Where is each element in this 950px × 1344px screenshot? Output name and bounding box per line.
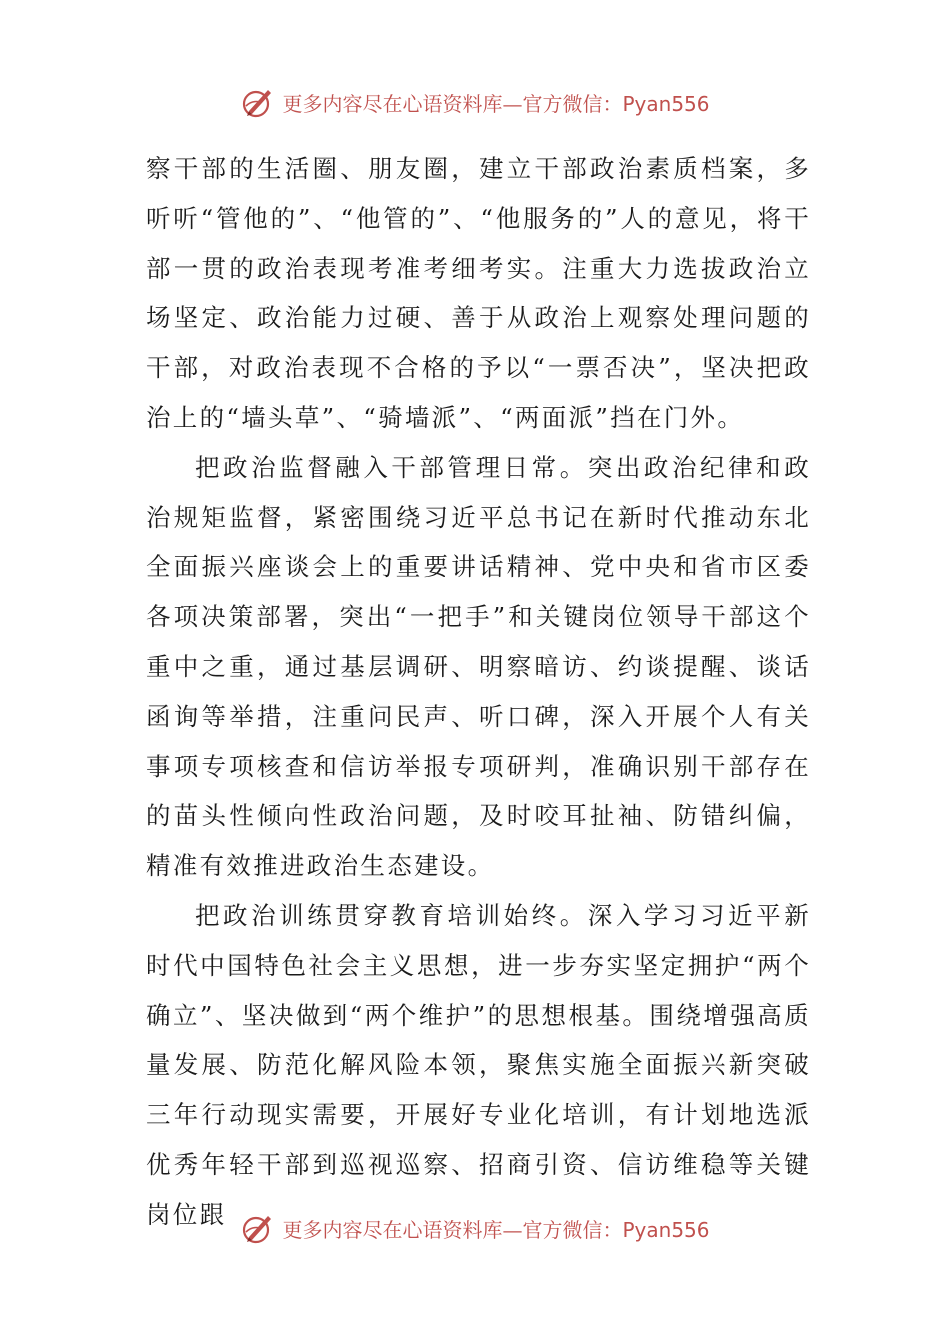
paragraph-2: 把政治监督融入干部管理日常。突出政治纪律和政治规矩监督，紧密围绕习近平总书记在新时代推动东北全面振兴座谈会上的重要讲话精神、党中央和省市区委各项决策部署，突出“一把手”和关键岗位领导干部这个重中之重，通过基层调研、明察暗访、约谈提醒、谈话函询等举措，注重问民声、听口碑，深入开展个人有关事项专项核查和信访举报专项研判，准确识别干部存在的苗头性倾向性政治问题，及时咬耳扯袖、防错纠偏，精准有效推进政治生态建设。 [146, 452, 811, 881]
paragraph-3: 把政治训练贯穿教育培训始终。深入学习习近平新时代中国特色社会主义思想，进一步夯实坚定拥护“两个确立”、坚决做到“两个维护”的思想根基。围绕增强高质量发展、防范化解风险本领，聚焦实施全面振兴新突破三年行动现实需要，开展好专业化培训，有计划地选派优秀年轻干部到巡视巡察、招商引资、信访维稳等关键岗位跟 [146, 900, 811, 1229]
footer-banner-text: 更多内容尽在心语资料库—官方微信：Pyan556 [282, 1217, 710, 1242]
document-body [146, 144, 811, 1240]
pen-logo-icon [240, 1210, 276, 1246]
paragraph-1: 察干部的生活圈、朋友圈，建立干部政治素质档案，多听听“管他的”、“他管的”、“他服务的”人的意见，将干部一贯的政治表现考准考细考实。注重大力选拔政治立场坚定、政治能力过硬、善于从政治上观察处理问题的干部，对政治表现不合格的予以“一票否决”，坚决把政治上的“墙头草”、“骑墙派”、“两面派”挡在门外。 [146, 154, 811, 432]
footer-wechat-id: Pyan556 [622, 1217, 710, 1242]
pen-logo-icon [240, 84, 276, 120]
footer-banner [0, 1208, 950, 1248]
header-wechat-id: Pyan556 [622, 91, 710, 116]
header-banner [0, 82, 950, 122]
header-banner-text: 更多内容尽在心语资料库—官方微信：Pyan556 [282, 91, 710, 116]
